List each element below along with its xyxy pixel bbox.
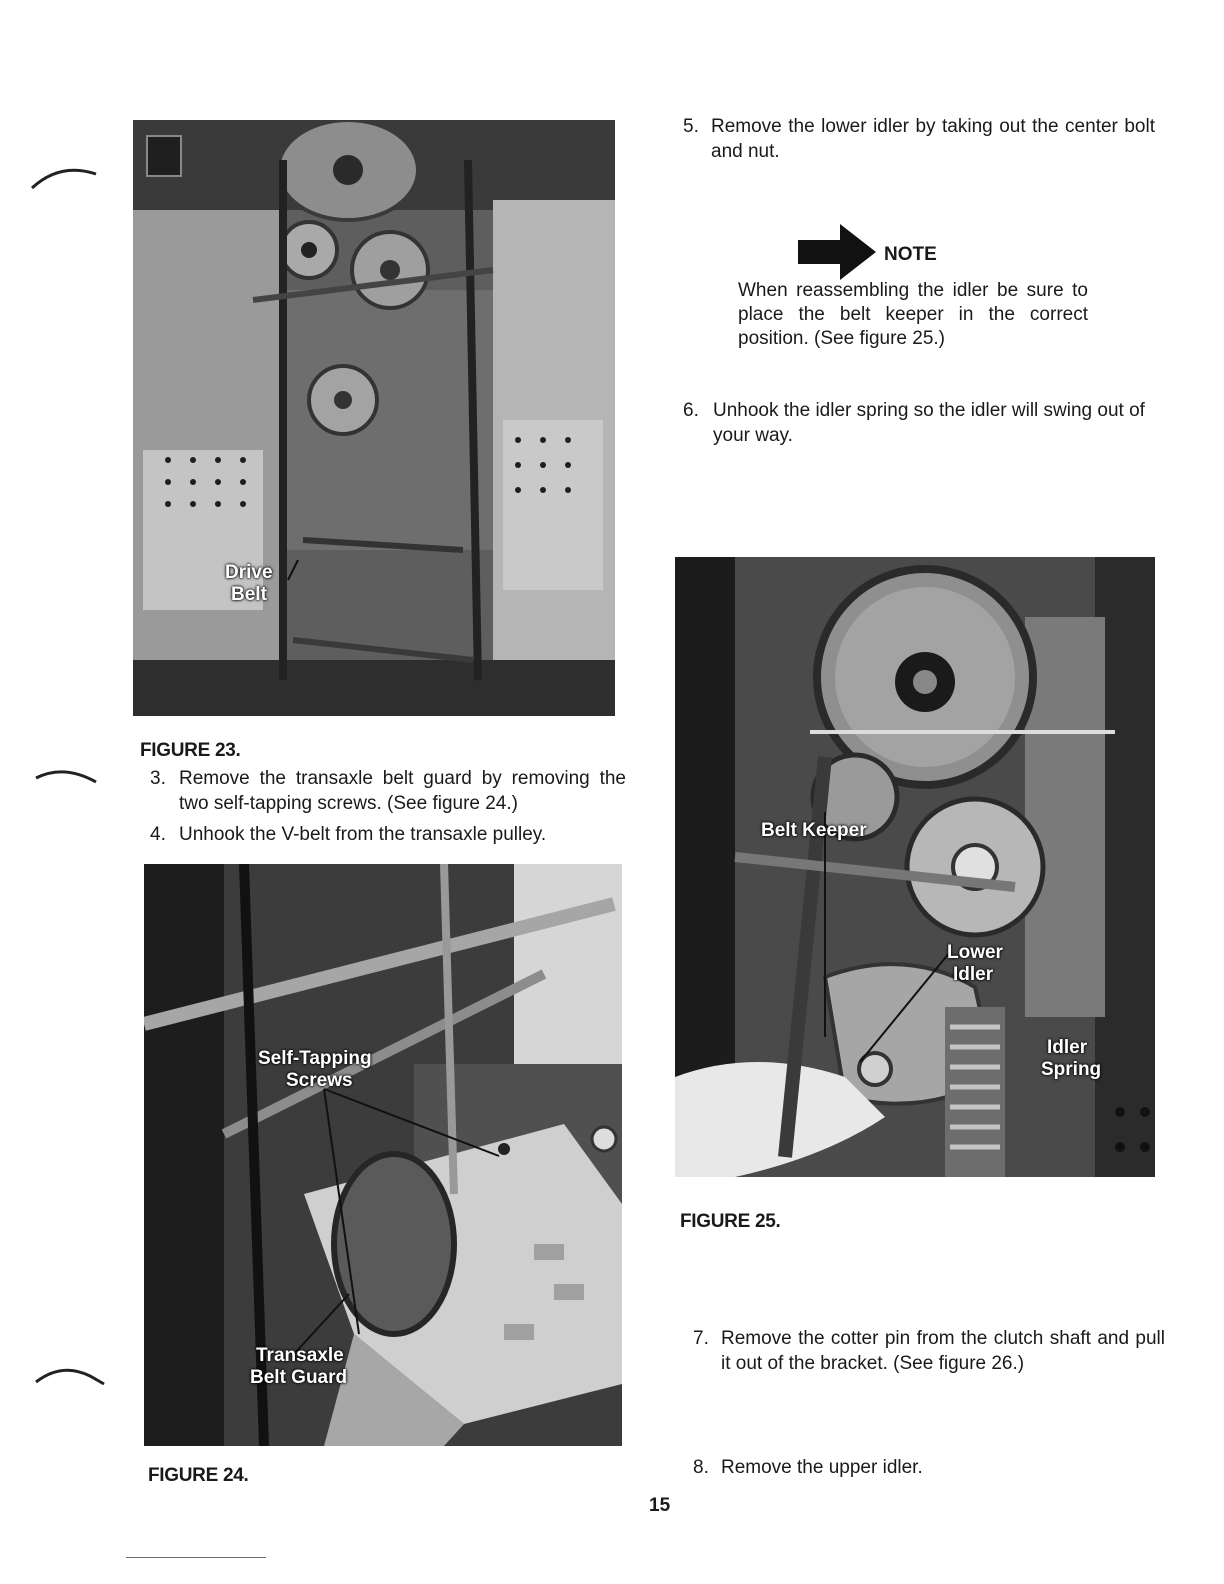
step-5-text: Remove the lower idler by taking out the center bolt and nut. bbox=[711, 116, 1155, 162]
callout-belt: Belt bbox=[231, 584, 267, 605]
step-7-text: Remove the cotter pin from the clutch shaft and pull it out of the bracket. (See figure 26.) bbox=[721, 1328, 1165, 1374]
step-5-number: 5. bbox=[683, 116, 699, 137]
callout-screws: Screws bbox=[286, 1070, 353, 1091]
step-4 bbox=[150, 822, 628, 848]
callout-lower-idler: Idler bbox=[953, 964, 994, 985]
punch-mark-icon bbox=[30, 162, 100, 192]
callout-spring: Spring bbox=[1041, 1059, 1102, 1080]
step-3-text: Remove the transaxle belt guard by removing the two self-tapping screws. (See figure 24.) bbox=[179, 768, 626, 814]
step-6-text: Unhook the idler spring so the idler will swing out of your way. bbox=[713, 400, 1145, 446]
callout-drive: Drive bbox=[225, 562, 273, 583]
step-5 bbox=[683, 114, 1157, 166]
step-7-number: 7. bbox=[693, 1328, 709, 1349]
page-number: 15 bbox=[649, 1495, 671, 1516]
punch-mark-icon bbox=[34, 764, 98, 790]
figure-25-illustration bbox=[675, 557, 1155, 1177]
callout-self-tapping: Self-Tapping bbox=[258, 1048, 372, 1069]
step-8 bbox=[693, 1455, 1167, 1481]
step-4-number: 4. bbox=[150, 824, 166, 845]
figure-25-caption: FIGURE 25. bbox=[680, 1211, 781, 1232]
callout-belt-keeper: Belt Keeper bbox=[761, 820, 867, 841]
step-8-text: Remove the upper idler. bbox=[721, 1457, 923, 1478]
callout-belt-guard: Belt Guard bbox=[250, 1367, 348, 1388]
step-3 bbox=[150, 766, 628, 818]
figure-24-caption: FIGURE 24. bbox=[148, 1465, 249, 1486]
step-4-text: Unhook the V-belt from the transaxle pulley. bbox=[179, 824, 547, 845]
figure-24-illustration bbox=[144, 864, 622, 1446]
step-6 bbox=[683, 398, 1159, 450]
step-7 bbox=[693, 1326, 1167, 1378]
step-8-number: 8. bbox=[693, 1457, 709, 1478]
note-text: When reassembling the idler be sure to place the belt keeper in the correct position. (See figure 25.) bbox=[738, 280, 1088, 349]
step-3-number: 3. bbox=[150, 768, 166, 789]
figure-23-illustration bbox=[133, 120, 615, 716]
note-label: NOTE bbox=[884, 244, 937, 265]
callout-idler: Idler bbox=[1047, 1037, 1088, 1058]
figure-25-photo bbox=[675, 557, 1155, 1177]
arrow-right-icon bbox=[798, 224, 878, 280]
step-6-number: 6. bbox=[683, 400, 699, 421]
figure-23-caption: FIGURE 23. bbox=[140, 740, 241, 761]
figure-24-photo bbox=[144, 864, 622, 1446]
note-block bbox=[738, 222, 1098, 357]
callout-transaxle: Transaxle bbox=[256, 1345, 344, 1366]
callout-lower: Lower bbox=[947, 942, 1003, 963]
bottom-rule bbox=[126, 1557, 266, 1558]
figure-23-photo bbox=[133, 120, 615, 716]
punch-mark-icon bbox=[34, 1362, 108, 1390]
